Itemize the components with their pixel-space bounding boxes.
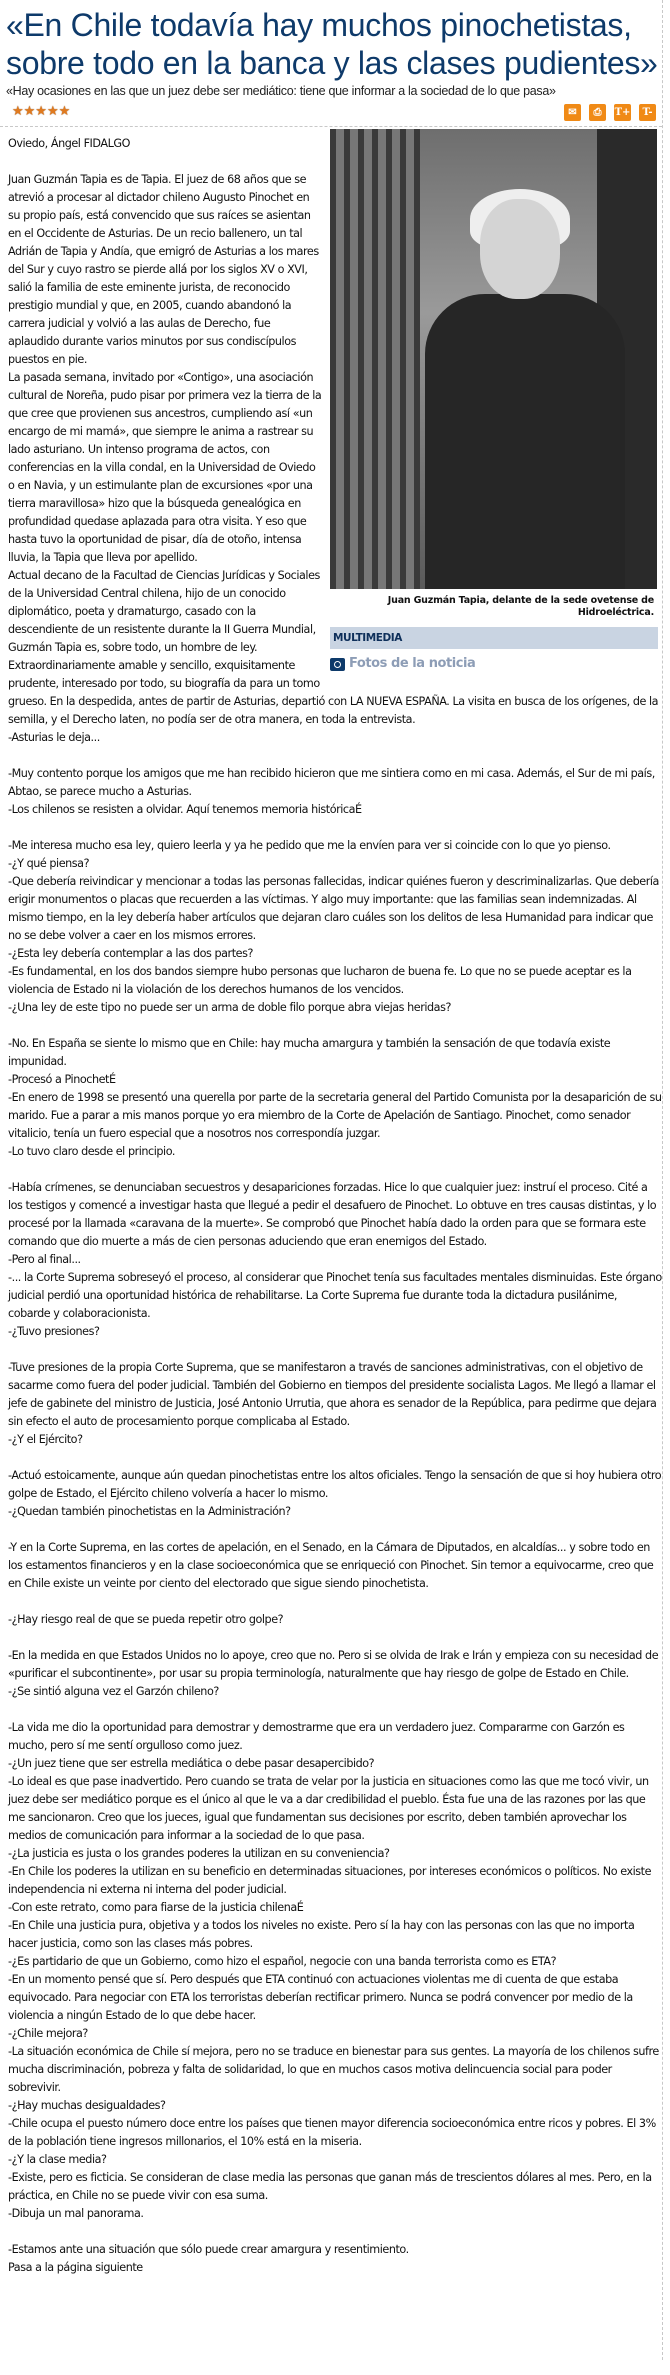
text-bigger-icon[interactable]: T+ <box>614 104 631 121</box>
body-paragraph: -¿Y la clase media? <box>8 2153 107 2166</box>
body-paragraph: -¿Tuvo presiones? <box>8 1325 100 1338</box>
fotos-link-label[interactable]: Fotos de la noticia <box>349 656 476 671</box>
article-tools <box>564 104 656 121</box>
body-paragraph: -Procesó a PinochetÉ <box>8 1073 116 1086</box>
body-paragraph: -Me interesa mucho esa ley, quiero leerla y ya he pedido que me la envíen para ver si coincide con lo que yo pienso. <box>8 839 611 852</box>
blank-line <box>8 819 662 837</box>
body-paragraph: -¿Una ley de este tipo no puede ser un arma de doble filo porque abra viejas heridas? <box>8 1001 451 1014</box>
body-paragraph: La pasada semana, invitado por «Contigo», una asociación cultural de Noreña, pudo pisar por primera vez la tierra de la que cree que provienen sus ancestros, cumpliendo así «un encargo de mi mamá», que siempre le anima a rastrear su lado asturiano. Un intenso programa de actos, con conferencias en la villa condal, en la Universidad de Oviedo o en Navia, y un estimulante plan de excursiones «por una tierra maravillosa» hizo que la búsqueda genealógica en profundidad quedase aplazada para otra visita. Y eso que hasta tuvo la oportunidad de pisar, día de otoño, intensa lluvia, la Tapia que lleva por apellido. <box>8 371 322 564</box>
blank-line <box>8 1521 662 1539</box>
body-paragraph: -Lo tuvo claro desde el principio. <box>8 1145 176 1158</box>
blank-line <box>8 2223 662 2241</box>
body-paragraph: -¿Esta ley debería contemplar a las dos partes? <box>8 947 253 960</box>
body-paragraph: -Tuve presiones de la propia Corte Suprema, que se manifestaron a través de sanciones administrativas, con el objetivo de sacarme como fuera del poder judicial. También del Gobierno en tiempos del presidente socialista Lagos. Me llegó a llamar el jefe de gabinete del ministro de Justicia, José Antonio Urrutia, que ahora es senador de la República, para pedirme que dejara sin efecto el auto de procesamiento porque complicaba al Estado. <box>8 1361 657 1428</box>
body-paragraph: -En la medida en que Estados Unidos no lo apoye, creo que no. Pero si se olvida de Irak e Irán y empieza con su necesidad de «purificar el subcontinente», por usar su propia terminología, naturalmente que hay riesgo de golpe de Estado en Chile. <box>8 1649 659 1680</box>
blank-line <box>8 747 662 765</box>
text-smaller-icon[interactable]: T- <box>639 104 656 121</box>
body-paragraph: Oviedo, Ángel FIDALGO <box>8 137 130 150</box>
body-paragraph: -Que debería reivindicar y mencionar a todas las personas fallecidas, indicar quiénes fueron y descriminalizarlas. Que debería erigir monumentos o placas que recuerden a las víctimas. Y algo muy importante: que las familias sean indemnizadas. Al mismo tiempo, en la ley debería haber artículos que dejaran claro cuáles son los delitos de lesa Humanidad para indicar que no se debe volver a caer en los mismos errores. <box>8 875 659 942</box>
body-paragraph: -¿Es partidario de que un Gobierno, como hizo el español, negocie con una banda terrorista como es ETA? <box>8 1955 557 1968</box>
blank-line <box>8 1629 662 1647</box>
body-paragraph: Pasa a la página siguiente <box>8 2261 143 2274</box>
body-paragraph: Actual decano de la Facultad de Ciencias Jurídicas y Sociales de la Universidad Central chilena, hijo de un conocido diplomático, poeta y dramaturgo, casado con la descendiente de un resistente durante la II Guerra Mundial, Guzmán Tapia es, sobre todo, un hombre de ley. Extraordinariamente amable y sencillo, exquisitamente prudente, interesado por todo, su biografía da para un tomo grueso. En la despedida, antes de partir de Asturias, departió con LA NUEVA ESPAÑA. La visita en busca de los orígenes, de la semilla, y el Derecho laten, no podía ser de otra manera, en toda la entrevista. <box>8 569 659 726</box>
body-paragraph: -En Chile los poderes la utilizan en su beneficio en determinadas situaciones, por intereses económicos o políticos. No existe independencia ni externa ni interna del poder judicial. <box>8 1865 652 1896</box>
body-paragraph: -La situación económica de Chile sí mejora, pero no se traduce en bienestar para sus gentes. La mayoría de los chilenos sufre mucha discriminación, pobreza y falta de solidaridad, lo que en muchos casos motiva delincuencia social para poder sobrevivir. <box>8 2045 659 2094</box>
body-paragraph: -¿Se sintió alguna vez el Garzón chileno? <box>8 1685 219 1698</box>
body-paragraph: -Y en la Corte Suprema, en las cortes de apelación, en el Senado, en la Cámara de Diputados, en alcaldías... y sobre todo en los estamentos financieros y en la clase socioeconómica que se enriqueció con Pinochet. Sin temor a equivocarme, creo que en Chile existe un veinte por ciento del electorado que sigue siendo pinochetista. <box>8 1541 654 1590</box>
body-paragraph: -¿Hay muchas desigualdades? <box>8 2099 166 2112</box>
body-paragraph: -En enero de 1998 se presentó una querella por parte de la secretaria general del Partido Comunista por la desaparición de su marido. Fue a parar a mis manos porque yo era miembro de la Corte de Apelación de Santiago. Pinochet, como senador vitalicio, tenía un fuero especial que a nosotros nos correspondía juzgar. <box>8 1091 662 1140</box>
body-paragraph: -La vida me dio la oportunidad para demostrar y demostrarme que era un verdadero juez. Compararme con Garzón es mucho, pero sí me sentí orgulloso como juez. <box>8 1721 625 1752</box>
article-toolbar <box>0 104 662 127</box>
body-paragraph: -¿Un juez tiene que ser estrella mediática o debe pasar desapercibido? <box>8 1757 375 1770</box>
body-paragraph: -¿Y qué piensa? <box>8 857 90 870</box>
body-paragraph: -¿Y el Ejército? <box>8 1433 83 1446</box>
body-paragraph: -Muy contento porque los amigos que me han recibido hicieron que me sintiera como en mi casa. Además, el Sur de mi país, Abtao, se parece mucho a Asturias. <box>8 767 655 798</box>
body-paragraph: -... la Corte Suprema sobreseyó el proceso, al considerar que Pinochet tenía sus facultades mentales disminuidas. Este órgano judicial perdió una oportunidad histórica de rehabilitarse. La Corte Suprema fue durante toda la dictadura pusilánime, cobarde y colaboracionista. <box>8 1271 662 1320</box>
blank-line <box>8 1701 662 1719</box>
blank-line <box>8 1449 662 1467</box>
body-paragraph: -¿Quedan también pinochetistas en la Administración? <box>8 1505 291 1518</box>
article-title: «En Chile todavía hay muchos pinochetistas, sobre todo en la banca y las clases pudientes» <box>6 7 658 81</box>
blank-line <box>8 1593 662 1611</box>
article-subtitle: «Hay ocasiones en las que un juez debe ser mediático: tiene que informar a la sociedad de lo que pasa» <box>6 84 556 98</box>
camera-icon <box>330 658 345 671</box>
article-body <box>0 127 662 2277</box>
body-paragraph: -Pero al final... <box>8 1253 81 1266</box>
article-photo[interactable] <box>330 129 657 589</box>
body-paragraph: -Había crímenes, se denunciaban secuestros y desapariciones forzadas. Hice lo que cualquier juez: instruí el proceso. Cité a los testigos y comencé a investigar hasta que llegué a pedir el desafuero de Pinochet. Lo obtuve en tres causas distintas, y lo procesé por la llamada «caravana de la muerte». Se comprobó que Pinochet había dado la orden para que se formara este comando que dio muerte a más de cien personas aduciendo que eran enemigos del Estado. <box>8 1181 657 1248</box>
photo-caption: Juan Guzmán Tapia, delante de la sede ovetense de Hidroeléctrica. <box>387 595 654 618</box>
blank-line <box>8 1341 662 1359</box>
body-paragraph: -Lo ideal es que pase inadvertido. Pero cuando se trata de velar por la justicia en situaciones como las que me tocó vivir, un juez debe ser mediático porque es el único al que le va a dar credibilidad el pueblo. Ésta fue una de las razones por las que me sancionaron. Creo que los jueces, igual que fundamentan sus decisiones por escrito, deben también aprovechar los medios de comunicación para informar a la sociedad de lo que pasa. <box>8 1775 649 1842</box>
body-paragraph: -Asturias le deja... <box>8 731 100 744</box>
print-icon[interactable]: ⎙ <box>589 104 606 121</box>
body-paragraph: -¿La justicia es justa o los grandes poderes la utilizan en su conveniencia? <box>8 1847 390 1860</box>
multimedia-header: MULTIMEDIA <box>330 627 658 649</box>
body-paragraph: -Existe, pero es ficticia. Se consideran de clase media las personas que ganan más de trescientos dólares al mes. Pero, en la práctica, en Chile no se puede vivir con esa suma. <box>8 2171 652 2202</box>
body-paragraph: Juan Guzmán Tapia es de Tapia. El juez de 68 años que se atrevió a procesar al dictador chileno Augusto Pinochet en su propio país, está convencido que sus raíces se asientan en el Occidente de Asturias. De un recio ballenero, un tal Adrián de Tapia y Andía, que emigró de Asturias a los mares del Sur y cuyo rastro se pierde allá por los siglos XV o XVI, salió la familia de este eminente jurista, de reconocido prestigio mundial y que, en 2005, cuando abandonó la carrera judicial y volvió a las aulas de Derecho, fue aplaudido durante varios minutos por sus condiscípulos puestos en pie. <box>8 173 319 366</box>
body-paragraph: -En Chile una justicia pura, objetiva y a todos los niveles no existe. Pero sí la hay con las personas con las que no importa hacer justicia, como son las clases más pobres. <box>8 1919 635 1950</box>
body-paragraph: -En un momento pensé que sí. Pero después que ETA continuó con actuaciones violentas me di cuenta de que estaba equivocado. Para negociar con ETA los terroristas deberían rectificar primero. Nunca se podrá convencer por medio de la violencia a ningún Estado de lo que debe hacer. <box>8 1973 633 2022</box>
body-paragraph: -Dibuja un mal panorama. <box>8 2207 144 2220</box>
blank-line <box>8 1161 662 1179</box>
email-icon[interactable]: ✉ <box>564 104 581 121</box>
fotos-link[interactable] <box>330 655 658 673</box>
body-paragraph: -Es fundamental, en los dos bandos siempre hubo personas que lucharon de buena fe. Lo que no se puede aceptar es la violencia de Estado ni la violación de los derechos humanos de los vencidos. <box>8 965 632 996</box>
blank-line <box>8 1017 662 1035</box>
body-paragraph: -Estamos ante una situación que sólo puede crear amargura y resentimiento. <box>8 2243 409 2256</box>
rating-stars-icon[interactable]: ★★★★★ <box>12 104 71 119</box>
body-paragraph: -Con este retrato, como para fiarse de la justicia chilenaÉ <box>8 1901 304 1914</box>
body-paragraph: -¿Chile mejora? <box>8 2027 88 2040</box>
body-paragraph: -¿Hay riesgo real de que se pueda repetir otro golpe? <box>8 1613 284 1626</box>
body-paragraph: -Actuó estoicamente, aunque aún quedan pinochetistas entre los altos oficiales. Tengo la sensación de que si hoy hubiera otro golpe de Estado, el Ejército chileno volvería a hacer lo mismo. <box>8 1469 662 1500</box>
photo-sidebar <box>330 129 658 673</box>
body-paragraph: -No. En España se siente lo mismo que en Chile: hay mucha amargura y también la sensación de que todavía existe impunidad. <box>8 1037 611 1068</box>
body-paragraph: -Chile ocupa el puesto número doce entre los países que tienen mayor diferencia socioeconómica entre ricos y pobres. El 3% de la población tiene ingresos millonarios, el 10% está en la miseria. <box>8 2117 656 2148</box>
body-paragraph: -Los chilenos se resisten a olvidar. Aquí tenemos memoria históricaÉ <box>8 803 362 816</box>
